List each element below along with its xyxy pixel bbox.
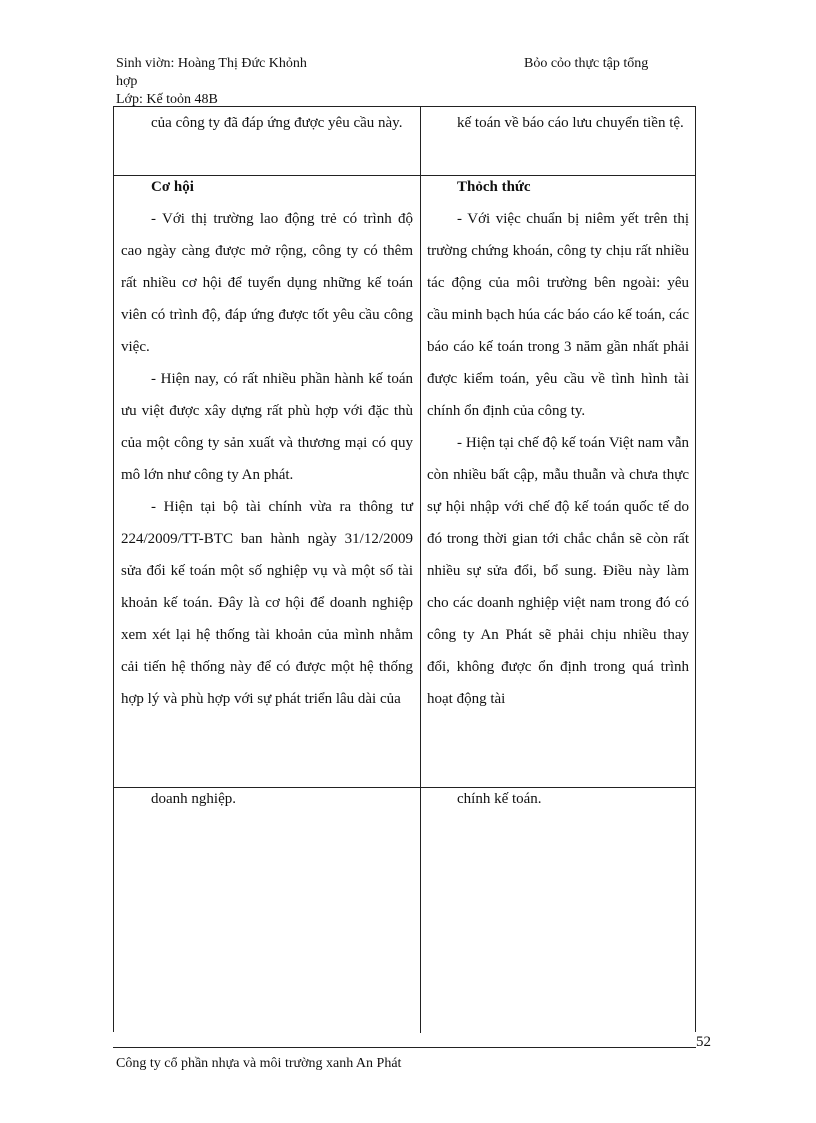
swot-table: [113, 106, 696, 1032]
header-class: Lớp: Kế toỏn 48B: [116, 92, 218, 107]
row3-left-cell: [121, 783, 413, 815]
footer-company: Công ty cổ phần nhựa và môi trường xanh An Phát: [116, 1056, 402, 1071]
opportunities-cell: [121, 171, 413, 715]
row3-left-text: doanh nghiệp.: [151, 791, 236, 807]
row3-right-text: chính kế toán.: [457, 791, 542, 807]
threat-paragraph: - Với việc chuẩn bị niêm yết trên thị trường chứng khoán, công ty chịu rất nhiều tác động của môi trường bên ngoài: yêu cầu minh bạch húa các báo cáo kế toán, các báo cáo kế toán trong 3 năm gần nhất phải được kiểm toán, yêu cầu về tình hình tài chính ổn định của công ty.: [427, 211, 689, 419]
opportunities-heading: Cơ hội: [151, 179, 194, 195]
row1-left-text: của công ty đã đáp ứng được yêu cầu này.: [151, 115, 403, 131]
threat-paragraph: - Hiện tại chế độ kế toán Việt nam vẫn còn nhiều bất cập, mẫu thuẫn và chưa thực sự hội nhập với chế độ kế toán quốc tế do đó trong thời gian tới chắc chắn sẽ còn rất nhiều sự sửa đổi, bổ sung. Điều này làm cho các doanh nghiệp việt nam trong đó có công ty An Phát sẽ phải chịu nhiều thay đổi, không được ổn định trong quá trình hoạt động tài: [427, 435, 689, 707]
row3-right-cell: [427, 783, 689, 815]
opportunity-paragraph: - Với thị trường lao động trẻ có trình độ cao ngày càng được mở rộng, công ty có thêm rất nhiều cơ hội để tuyển dụng những kế toán viên có trình độ, đáp ứng được tốt yêu cầu công việc.: [121, 211, 413, 355]
opportunity-paragraph: - Hiện tại bộ tài chính vừa ra thông tư 224/2009/TT-BTC ban hành ngày 31/12/2009 sửa đổi kế toán một số nghiệp vụ và một số tài khoản kế toán. Đây là cơ hội để doanh nghiệp xem xét lại hệ thống tài khoản của mình nhằm cải tiến hệ thống này để có được một hệ thống hợp lý và phù hợp với sự phát triển lâu dài của: [121, 499, 413, 707]
column-divider: [420, 107, 421, 1033]
row1-right-cell: [427, 107, 689, 139]
header-student: Sinh viờn: Hoàng Thị Đức Khỏnh: [116, 56, 307, 71]
footer-rule: [113, 1047, 696, 1048]
row1-left-cell: [121, 107, 413, 139]
header-report-title: Bỏo cỏo thực tập tổng: [524, 56, 649, 71]
threats-cell: [427, 171, 689, 715]
opportunity-paragraph: - Hiện nay, có rất nhiều phần hành kế toán ưu việt được xây dựng rất phù hợp với đặc thù của một công ty sản xuất và thương mại có quy mô lớn như công ty An phát.: [121, 371, 413, 483]
threats-heading: Thỏch thức: [457, 179, 531, 195]
header-report-title-continued: hợp: [116, 74, 138, 89]
row1-right-text: kế toán về báo cáo lưu chuyển tiền tệ.: [457, 115, 684, 131]
page-number: 52: [696, 1034, 711, 1050]
